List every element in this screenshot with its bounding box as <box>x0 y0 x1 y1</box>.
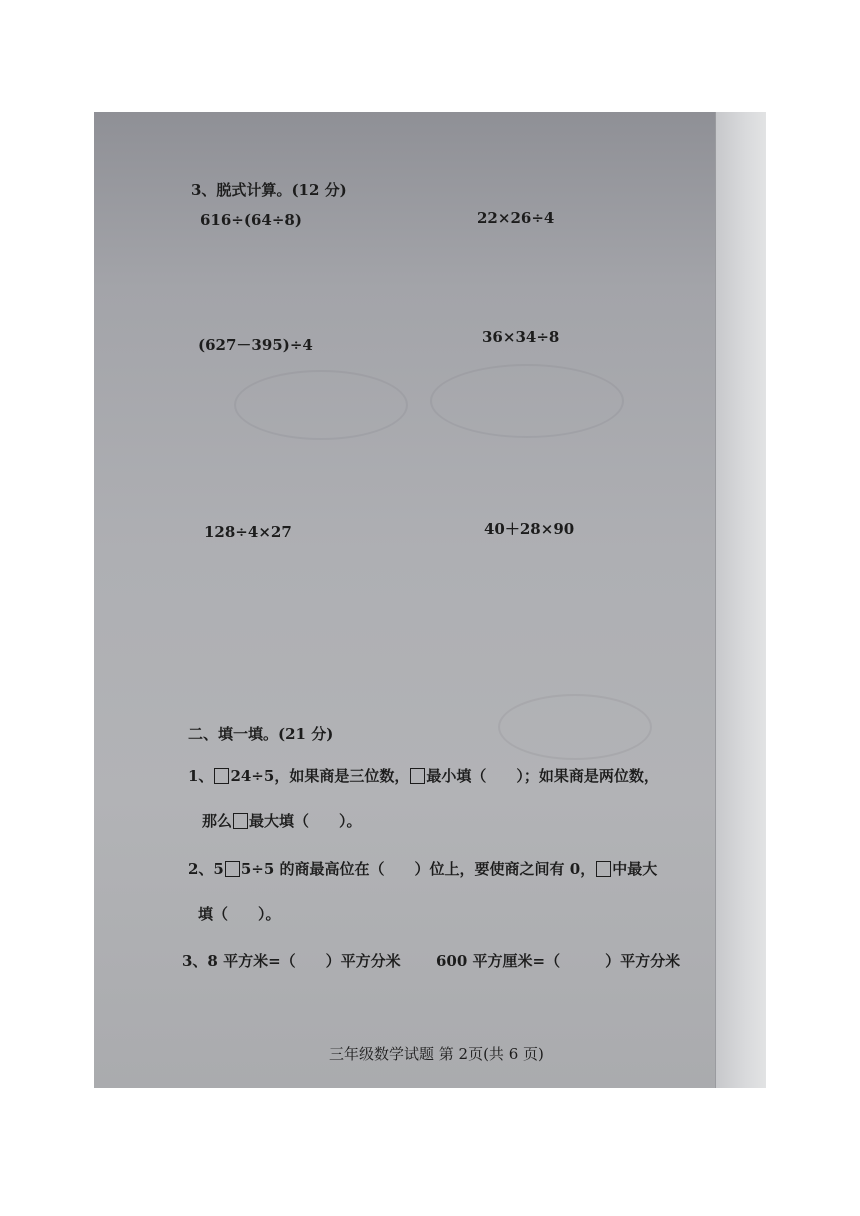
q1-text-d: 最大填（ ）。 <box>249 812 362 830</box>
fill-question-1-line-1 <box>188 765 659 786</box>
blank-square-icon <box>225 861 240 877</box>
show-through-bubble <box>498 694 652 760</box>
show-through-bubble <box>234 370 408 440</box>
section-3-title: 3、脱式计算。(12 分) <box>191 181 347 199</box>
blank-square-icon <box>596 861 611 877</box>
q2-text-b: 中最大 <box>612 860 658 878</box>
problem-1: 616÷(64÷8) <box>200 211 302 229</box>
problem-3: (627－395)÷4 <box>198 336 313 354</box>
blank-square-icon <box>410 768 425 784</box>
fill-question-2-line-1 <box>188 858 657 879</box>
question-number: 1、 <box>188 767 214 785</box>
fill-question-1-line-2 <box>202 810 362 831</box>
q2-number: 2、5 <box>188 860 224 878</box>
problem-2: 22×26÷4 <box>477 209 555 227</box>
adjacent-page-edge <box>715 112 766 1088</box>
section-fill-title: 二、填一填。(21 分) <box>188 725 334 743</box>
fill-question-3b: 600 平方厘米=（ ）平方分米 <box>436 952 681 970</box>
exam-page-photo <box>94 112 766 1088</box>
q1-text-b: 最小填（ ）；如果商是两位数， <box>426 767 659 785</box>
show-through-bubble <box>430 364 624 438</box>
problem-6: 40＋28×90 <box>484 520 575 538</box>
blank-square-icon <box>233 813 248 829</box>
blank-square-icon <box>214 768 229 784</box>
problem-5: 128÷4×27 <box>204 523 292 541</box>
q1-text-a: 24÷5，如果商是三位数， <box>230 767 410 785</box>
q1-text-c: 那么 <box>202 812 233 830</box>
problem-4: 36×34÷8 <box>482 328 560 346</box>
page-footer: 三年级数学试题 第 2页(共 6 页) <box>329 1045 544 1063</box>
fill-question-2-line-2: 填（ ）。 <box>198 905 281 923</box>
fill-question-3a: 3、8 平方米=（ ）平方分米 <box>182 952 401 970</box>
q2-text-a: 5÷5 的商最高位在（ ）位上，要使商之间有 0， <box>240 860 596 878</box>
